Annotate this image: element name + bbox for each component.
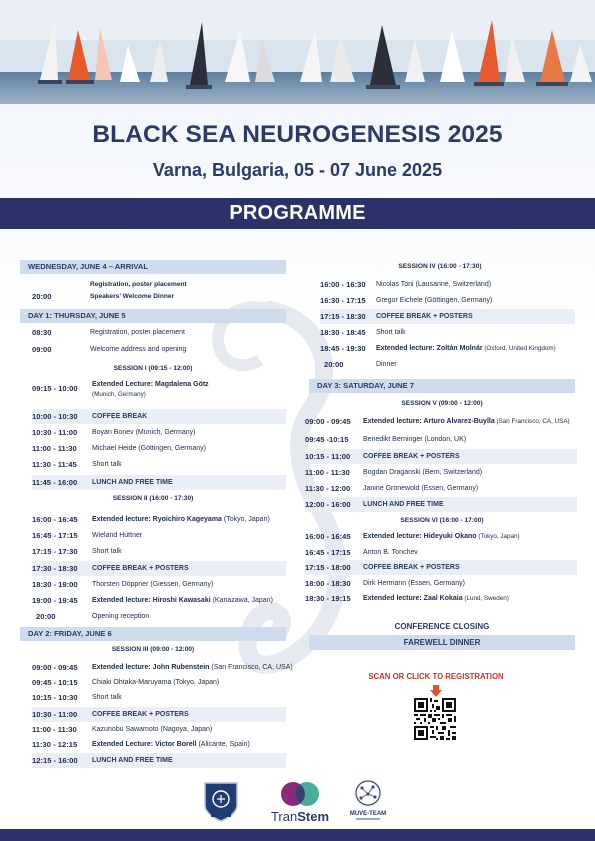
session-title: SESSION VI (16:00 - 17:00) [400, 517, 484, 524]
schedule-row: 11:00 - 11:30 Bogdan Draganski (Bern, Switzerland) [305, 468, 483, 477]
schedule-row: 11:00 - 11:30 Kazunobu Sawamoto (Nagoya, Japan) [32, 725, 213, 734]
transtem-circles-icon [268, 779, 332, 809]
day-header-label: DAY 3: SATURDAY, JUNE 7 [317, 381, 415, 390]
schedule-row: 09:45 -10:15 Benedikt Berninger (London, UK) [305, 435, 467, 444]
session-title: SESSION IV (16:00 - 17:30) [398, 263, 482, 270]
schedule-row: 11:30 - 12:00 Janine Gronewold (Essen, Germany) [305, 484, 479, 493]
schedule-row: 11:00 - 11:30 Michael Heide (Göttingen, Germany) [32, 444, 206, 453]
schedule-row: 18:30 - 18:45 Short talk [320, 328, 406, 337]
schedule-row: 20:00 Dinner [324, 360, 397, 369]
schedule-row: 16:00 - 16:45 Extended lecture: Ryoichiro Kageyama (Tokyo, Japan) [32, 515, 270, 524]
schedule-row: 16:45 - 17:15 Anton B. Tonchev [305, 548, 418, 557]
schedule-row: 17:15 - 17:30 Short talk [32, 547, 122, 556]
schedule-row: 09:00 Welcome address and opening [32, 345, 187, 354]
schedule-row: 08:30 Registration, poster placement [32, 328, 185, 337]
schedule-row-coffee-break: 17:15 - 18:30 COFFEE BREAK + POSTERS [320, 309, 575, 324]
schedule-row: 09:45 - 10:15 Chiaki Ohtaka-Maruyama (Tokyo, Japan) [32, 678, 220, 687]
schedule-row-lunch: 12:00 - 16:00 LUNCH AND FREE TIME [305, 497, 577, 512]
schedule-row: 18:45 - 19:30 Extended lecture: Zoltán Molnár (Oxford, United Kingdom) [320, 344, 556, 353]
conference-location-dates: Varna, Bulgaria, 05 - 07 June 2025 [152, 160, 443, 180]
schedule-row-lunch: 11:45 - 16:00 LUNCH AND FREE TIME [32, 475, 286, 490]
schedule-row: 09:00 - 09:45 Extended lecture: Arturo Alvarez-Buylla (San Francisco, CA, USA) [305, 417, 570, 426]
day-header-friday [20, 627, 286, 641]
schedule-row-coffee-break: 10:00 - 10:30 COFFEE BREAK [32, 409, 286, 424]
footer-bar [0, 829, 595, 841]
arrow-down-icon [430, 685, 442, 697]
schedule-row: 16:00 - 16:45 Extended lecture: Hideyuki Okano (Tokyo, Japan) [305, 532, 520, 541]
schedule-row: 10:15 - 10:30 Short talk [32, 693, 122, 702]
schedule-row: Registration, poster placement [90, 281, 187, 288]
transtem-wordmark: TranStem [270, 809, 330, 824]
muve-team-logo [346, 777, 390, 825]
schedule-row: 09:15 - 10:00 Extended Lecture: Magdalena Götz (Munich, Germany) [32, 381, 209, 398]
programme-heading: PROGRAMME [229, 202, 366, 224]
qr-code-icon[interactable] [414, 698, 456, 740]
schedule-row: 20:00 Speakers’ Welcome Dinner [32, 292, 175, 301]
schedule-row: 11:30 - 11:45 Short talk [32, 460, 122, 469]
schedule-row: 18:00 - 18:30 Dirk Hermann (Essen, Germany) [305, 579, 465, 588]
day-header-thursday [20, 309, 286, 323]
session-title: SESSION II (16:00 - 17:30) [112, 495, 194, 502]
registration-link[interactable]: SCAN OR CLICK TO REGISTRATION [368, 672, 504, 681]
schedule-row: 10:30 - 11:00 Boyan Bonev (Munich, Germany) [32, 428, 196, 437]
schedule-row: 19:00 - 19:45 Extended lecture: Hiroshi Kawasaki (Kanazawa, Japan) [32, 596, 273, 605]
day-header-saturday [309, 379, 575, 393]
schedule-row-coffee-break: 10:30 - 11:00 COFFEE BREAK + POSTERS [32, 707, 286, 722]
session-title: SESSION III (09:00 - 12:00) [111, 646, 195, 653]
sailboats-illustration [0, 0, 595, 104]
header-banner-image [0, 0, 595, 104]
schedule-row: 18:30 - 19:15 Extended lecture: Zaal Kokaia (Lund, Sweden) [305, 594, 509, 603]
schedule-row-coffee-break: 10:15 - 11:00 COFFEE BREAK + POSTERS [305, 449, 577, 464]
programme-banner [0, 198, 595, 229]
schedule-row: 16:00 - 16:30 Nicolas Toni (Lausanne, Switzerland) [320, 280, 492, 289]
day-header-wednesday [20, 260, 286, 274]
schedule-row: 09:00 - 09:45 Extended lecture: John Rubenstein (San Francisco, CA, USA) [32, 663, 293, 672]
farewell-dinner: FAREWELL DINNER [309, 635, 575, 650]
schedule-row: 20:00 Opening reception [36, 612, 150, 621]
university-crest-icon [201, 779, 241, 823]
schedule-row-lunch: 12:15 - 16:00 LUNCH AND FREE TIME [32, 753, 286, 768]
schedule-row: 16:45 - 17:15 Wieland Huttner [32, 531, 143, 540]
schedule-row-coffee-break: 17:15 - 18:00 COFFEE BREAK + POSTERS [305, 560, 577, 575]
day-header-label: WEDNESDAY, JUNE 4 – ARRIVAL [28, 262, 148, 271]
session-title: SESSION I (09:15 - 12:00) [113, 365, 193, 372]
schedule-row: 16:30 - 17:15 Gregor Eichele (Göttingen, Germany) [320, 296, 493, 305]
conference-title: BLACK SEA NEUROGENESIS 2025 [92, 121, 503, 148]
conference-closing: CONFERENCE CLOSING [394, 622, 490, 631]
session-title: SESSION V (09:00 - 12:00) [401, 400, 483, 407]
day-header-label: DAY 1: THURSDAY, JUNE 5 [28, 311, 126, 320]
transtem-logo [268, 779, 332, 825]
schedule-row: 18:30 - 19:00 Thorsten Döppner (Giessen, Germany) [32, 580, 214, 589]
schedule-row: 11:30 - 12:15 Extended Lecture: Victor Borell (Alicante, Spain) [32, 740, 250, 749]
muve-team-label: MUVE-TEAM [349, 811, 387, 817]
day-header-label: DAY 2: FRIDAY, JUNE 6 [28, 629, 112, 638]
schedule-row-coffee-break: 17:30 - 18:30 COFFEE BREAK + POSTERS [32, 561, 286, 576]
